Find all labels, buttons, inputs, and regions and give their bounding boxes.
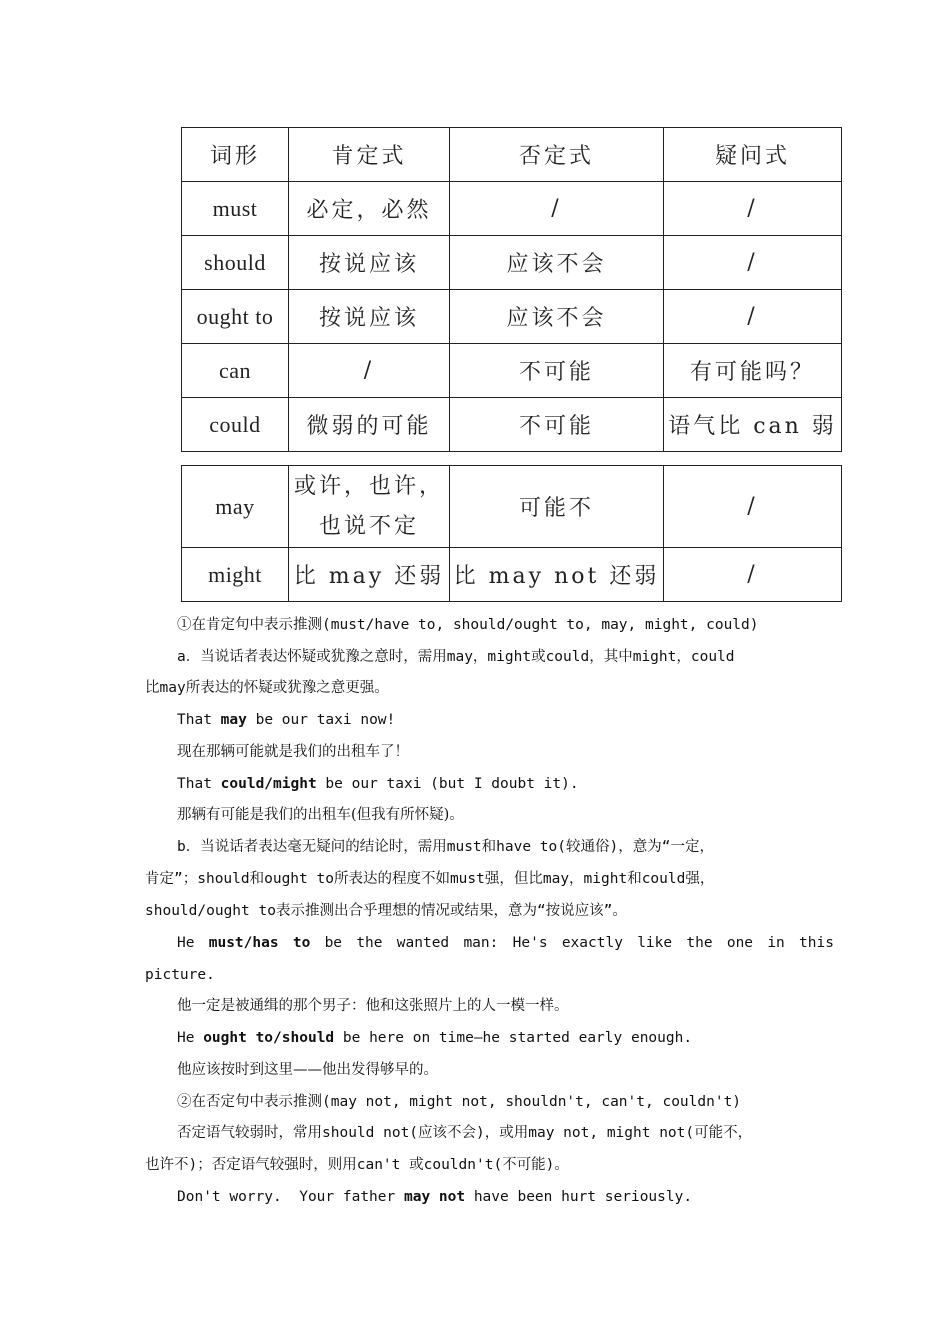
- word: the: [356, 935, 383, 951]
- table-cell: 不可能: [450, 344, 664, 398]
- word: the: [686, 935, 713, 951]
- section-heading: ①在肯定句中表示推测(must/have to, should/ought to, may, might, could): [177, 617, 759, 633]
- word-cell: might: [182, 548, 289, 602]
- cell-line: 或许，也许，: [293, 473, 444, 499]
- example-text: be here on time—he started early enough.: [334, 1030, 693, 1046]
- table-row: [182, 236, 842, 290]
- table-cell: 应该不会: [450, 290, 664, 344]
- table-cell: 比 may not 还弱: [450, 548, 664, 602]
- table-row: [182, 398, 842, 452]
- example-translation: 他应该按时到这里——他出发得够早的。: [177, 1062, 438, 1078]
- table-cell: 可能不: [450, 466, 664, 548]
- example-sentence: [177, 769, 867, 801]
- example-sentence: [177, 705, 867, 737]
- word-cell: may: [182, 466, 289, 548]
- table-cell: 按说应该: [289, 236, 450, 290]
- example-text: have been hurt seriously.: [465, 1189, 693, 1205]
- example-keyword: to: [292, 935, 311, 951]
- word: one: [726, 935, 754, 951]
- table-row: [182, 290, 842, 344]
- example-text: He: [177, 1030, 204, 1046]
- paragraph-line: 否定语气较弱时，常用should not(应该不会)，或用may not, might not(可能不，: [177, 1125, 753, 1141]
- paragraph-line: 比may所表达的怀疑或犹豫之意更强。: [145, 680, 389, 696]
- word-cell: can: [182, 344, 289, 398]
- example-sentence: [177, 928, 834, 960]
- table-cell: 不可能: [450, 398, 664, 452]
- word-cell: must: [182, 182, 289, 236]
- table-row: [182, 182, 842, 236]
- table-cell: /: [664, 548, 842, 602]
- example-text: That: [177, 712, 221, 728]
- word: exactly: [561, 935, 623, 951]
- example-keyword: ought to/should: [203, 1030, 335, 1046]
- paragraph-line: should/ought to表示推测出合乎理想的情况或结果，意为“按说应该”。: [145, 903, 627, 919]
- word: He: [177, 935, 195, 951]
- example-sentence: [177, 1023, 867, 1055]
- cell-line: 也说不定: [318, 513, 419, 539]
- table-cell: 微弱的可能: [289, 398, 450, 452]
- example-keyword: must/has: [208, 935, 279, 951]
- word: this: [799, 935, 834, 951]
- table-cell: 应该不会: [450, 236, 664, 290]
- table-cell: /: [450, 182, 664, 236]
- word: He's: [512, 935, 548, 951]
- example-text: be our taxi (but I doubt it).: [316, 776, 579, 792]
- header-cell: 肯定式: [289, 128, 450, 182]
- example-translation: 那辆有可能是我们的出租车(但我有所怀疑)。: [177, 807, 464, 823]
- table-cell: [289, 466, 450, 548]
- word: be: [324, 935, 343, 951]
- table-cell: /: [664, 182, 842, 236]
- table-cell: /: [664, 290, 842, 344]
- word-cell: should: [182, 236, 289, 290]
- header-cell: 词形: [182, 128, 289, 182]
- table-cell: /: [664, 236, 842, 290]
- table-cell: 有可能吗？: [664, 344, 842, 398]
- modal-verbs-table: [181, 127, 842, 452]
- word: wanted: [396, 935, 450, 951]
- table-row: [182, 548, 842, 602]
- example-sentence-end: picture.: [145, 967, 215, 983]
- example-sentence: [177, 1182, 867, 1214]
- paragraph-line: 肯定”；should和ought to所表达的程度不如must强，但比may，might和could强，: [145, 871, 715, 887]
- header-cell: 否定式: [450, 128, 664, 182]
- table-row: [182, 344, 842, 398]
- table-cell: 必定，必然: [289, 182, 450, 236]
- example-text: be our taxi now!: [246, 712, 396, 728]
- example-text: Don't worry. Your father: [177, 1189, 404, 1205]
- word-cell: ought to: [182, 290, 289, 344]
- modal-verbs-table-continued: [181, 465, 842, 602]
- table-cell: 语气比 can 弱: [664, 398, 842, 452]
- paragraph-line: 也许不)；否定语气较强时，则用can't 或couldn't(不可能)。: [145, 1157, 569, 1173]
- example-translation: 他一定是被通缉的那个男子：他和这张照片上的人一模一样。: [177, 998, 569, 1014]
- example-keyword: could/might: [220, 776, 317, 792]
- word: like: [637, 935, 673, 951]
- table-row: [182, 466, 842, 548]
- word-cell: could: [182, 398, 289, 452]
- paragraph-line: b．当说话者表达毫无疑问的结论时，需用must和have to(较通俗)，意为“一定，: [177, 839, 714, 855]
- example-keyword: may not: [403, 1189, 466, 1205]
- table-cell: 按说应该: [289, 290, 450, 344]
- example-text: That: [177, 776, 221, 792]
- table-cell: /: [664, 466, 842, 548]
- header-cell: 疑问式: [664, 128, 842, 182]
- table-cell: 比 may 还弱: [289, 548, 450, 602]
- section-heading: ②在否定句中表示推测(may not, might not, shouldn't, can't, couldn't): [177, 1094, 742, 1110]
- table-cell: /: [289, 344, 450, 398]
- example-translation: 现在那辆可能就是我们的出租车了！: [177, 744, 409, 760]
- table-header-row: [182, 128, 842, 182]
- example-keyword: may: [220, 712, 247, 728]
- word: in: [767, 935, 785, 951]
- paragraph-line: a．当说话者表达怀疑或犹豫之意时，需用may，might或could，其中might，could: [177, 649, 735, 665]
- word: man:: [463, 935, 499, 951]
